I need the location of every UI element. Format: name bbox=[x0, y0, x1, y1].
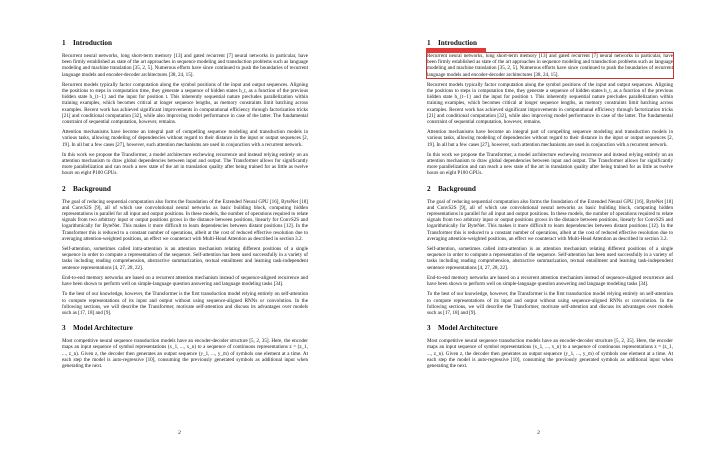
paragraph: Attention mechanisms have become an integral part of compelling sequence modeling and transduction models in various tasks, allowing modeling of dependencies without regard to their distance in the input or output sequences [2, 19]. In all but a few cases [27], however, such attention mechanisms are used in conjunction with a recurrent network. bbox=[427, 129, 673, 148]
paragraph: Recurrent models typically factor computation along the symbol positions of the input and output sequences. Aligning the positions to steps in computation time, they generate a sequence of hidden states h_t, as a function of the previous hidden state h_{t−1} and the input for position t. This inherently sequential nature precludes parallelization within training examples, which becomes critical at longer sequence lengths, as memory constraints limit batching across examples. Recent work has achieved significant improvements in computational efficiency through factorization tricks [21] and conditional computation [32], while also improving model performance in case of the latter. The fundamental constraint of sequential computation, however, remains. bbox=[427, 81, 673, 126]
page-number: 2 bbox=[537, 430, 540, 436]
section-heading: 1 Introduction bbox=[427, 39, 478, 47]
section-background bbox=[427, 185, 673, 316]
paragraph: Most competitive neural sequence transduction models have an encoder-decoder structure [5, 2, 35]. Here, the encoder maps an input sequence of symbol representations (x_1, ..., x_n) to a sequence of continuous representations z = (z_1, ..., z_n). Given z, the decoder then generates an output sequence (y_1, ..., y_m) of symbols one element at a time. At each step the model is auto-regressive [10], consuming the previously generated symbols as additional input when generating the next. bbox=[427, 338, 673, 369]
paragraph: In this work we propose the Transformer, a model architecture eschewing recurrence and instead relying entirely on an attention mechanism to draw global dependencies between input and output. The Transformer allows for significantly more parallelization and can reach a new state of the art in translation quality after being trained for as little as twelve hours on eight P100 GPUs. bbox=[427, 151, 673, 177]
section-model-architecture bbox=[62, 324, 308, 369]
paragraph: In this work we propose the Transformer, a model architecture eschewing recurrence and instead relying entirely on an attention mechanism to draw global dependencies between input and output. The Transformer allows for significantly more parallelization and can reach a new state of the art in translation quality after being trained for as little as twelve hours on eight P100 GPUs. bbox=[62, 151, 308, 177]
paragraph: End-to-end memory networks are based on a recurrent attention mechanism instead of sequence-aligned recurrence and have been shown to perform well on simple-language question answering and language modeling tasks [34]. bbox=[62, 274, 308, 288]
section-model-architecture bbox=[427, 324, 673, 369]
page-number: 2 bbox=[178, 430, 181, 436]
section-heading: 1 Introduction bbox=[62, 39, 113, 47]
section-heading: 2 Background bbox=[62, 184, 111, 193]
section-heading: 3 Model Architecture bbox=[62, 324, 133, 333]
paragraph: Recurrent neural networks, long short-term memory [13] and gated recurrent [7] neural networks in particular, have been firmly established as state of the art approaches in sequence modeling and transduction problems such as language modeling and machine translation [35, 2, 5]. Numerous efforts have since continued to push the boundaries of recurrent language models and encoder-decoder architectures [38, 24, 15]. bbox=[62, 53, 308, 78]
section-heading: 2 Background bbox=[427, 184, 476, 193]
paragraph: The goal of reducing sequential computation also forms the foundation of the Extended Neural GPU [16], ByteNet [18] and ConvS2S [9], all of which use convolutional neural networks as basic building block, computing hidden representations in parallel for all input and output positions. In these models, the number of operations required to relate signals from two arbitrary input or output positions grows in the distance between positions, linearly for ConvS2S and logarithmically for ByteNet. This makes it more difficult to learn dependencies between distant positions [12]. In the Transformer this is reduced to a constant number of operations, albeit at the cost of reduced effective resolution due to averaging attention-weighted positions, an effect we counteract with Multi-Head Attention as described in section 3.2. bbox=[62, 198, 308, 242]
section-introduction bbox=[62, 39, 308, 177]
section-background bbox=[62, 185, 308, 316]
paragraph: End-to-end memory networks are based on a recurrent attention mechanism instead of sequence-aligned recurrence and have been shown to perform well on simple-language question answering and language modeling tasks [34]. bbox=[427, 274, 673, 288]
paragraph: Self-attention, sometimes called intra-attention is an attention mechanism relating different positions of a single sequence in order to compute a representation of the sequence. Self-attention has been used successfully in a variety of tasks including reading comprehension, abstractive summarization, textual entailment and learning task-independent sentence representations [4, 27, 28, 22]. bbox=[62, 246, 308, 271]
page-left-content bbox=[62, 39, 308, 373]
paragraph: To the best of our knowledge, however, the Transformer is the first transduction model relying entirely on self-attention to compute representations of its input and output without using sequence-aligned RNNs or convolution. In the following sections, we will describe the Transformer, motivate self-attention and discuss its advantages over models such as [17, 18] and [9]. bbox=[427, 291, 673, 316]
section-heading: 3 Model Architecture bbox=[427, 324, 498, 333]
highlighted-paragraph[interactable]: Recurrent neural networks, long short-term memory [13] and gated recurrent [7] neural networks in particular, have been firmly established as state of the art approaches in sequence modeling and transduction problems such as language modeling and machine translation [35, 2, 5]. Numerous efforts have since continued to push the boundaries of recurrent language models and encoder-decoder architectures [38, 24, 15]. bbox=[427, 53, 673, 78]
page-right-content bbox=[427, 39, 673, 373]
section-introduction bbox=[427, 39, 673, 177]
paragraph: To the best of our knowledge, however, the Transformer is the first transduction model relying entirely on self-attention to compute representations of its input and output without using sequence-aligned RNNs or convolution. In the following sections, we will describe the Transformer, motivate self-attention and discuss its advantages over models such as [17, 18] and [9]. bbox=[62, 291, 308, 316]
paragraph: The goal of reducing sequential computation also forms the foundation of the Extended Neural GPU [16], ByteNet [18] and ConvS2S [9], all of which use convolutional neural networks as basic building block, computing hidden representations in parallel for all input and output positions. In these models, the number of operations required to relate signals from two arbitrary input or output positions grows in the distance between positions, linearly for ConvS2S and logarithmically for ByteNet. This makes it more difficult to learn dependencies between distant positions [12]. In the Transformer this is reduced to a constant number of operations, albeit at the cost of reduced effective resolution due to averaging attention-weighted positions, an effect we counteract with Multi-Head Attention as described in section 3.2. bbox=[427, 198, 673, 242]
page-right bbox=[359, 0, 718, 460]
paragraph: Self-attention, sometimes called intra-attention is an attention mechanism relating different positions of a single sequence in order to compute a representation of the sequence. Self-attention has been used successfully in a variety of tasks including reading comprehension, abstractive summarization, textual entailment and learning task-independent sentence representations [4, 27, 28, 22]. bbox=[427, 246, 673, 271]
highlight-label-tag bbox=[426, 48, 486, 53]
paragraph: Attention mechanisms have become an integral part of compelling sequence modeling and transduction models in various tasks, allowing modeling of dependencies without regard to their distance in the input or output sequences [2, 19]. In all but a few cases [27], however, such attention mechanisms are used in conjunction with a recurrent network. bbox=[62, 129, 308, 148]
paragraph: Most competitive neural sequence transduction models have an encoder-decoder structure [5, 2, 35]. Here, the encoder maps an input sequence of symbol representations (x_1, ..., x_n) to a sequence of continuous representations z = (z_1, ..., z_n). Given z, the decoder then generates an output sequence (y_1, ..., y_m) of symbols one element at a time. At each step the model is auto-regressive [10], consuming the previously generated symbols as additional input when generating the next. bbox=[62, 338, 308, 369]
paragraph: Recurrent models typically factor computation along the symbol positions of the input and output sequences. Aligning the positions to steps in computation time, they generate a sequence of hidden states h_t, as a function of the previous hidden state h_{t−1} and the input for position t. This inherently sequential nature precludes parallelization within training examples, which becomes critical at longer sequence lengths, as memory constraints limit batching across examples. Recent work has achieved significant improvements in computational efficiency through factorization tricks [21] and conditional computation [32], while also improving model performance in case of the latter. The fundamental constraint of sequential computation, however, remains. bbox=[62, 81, 308, 126]
